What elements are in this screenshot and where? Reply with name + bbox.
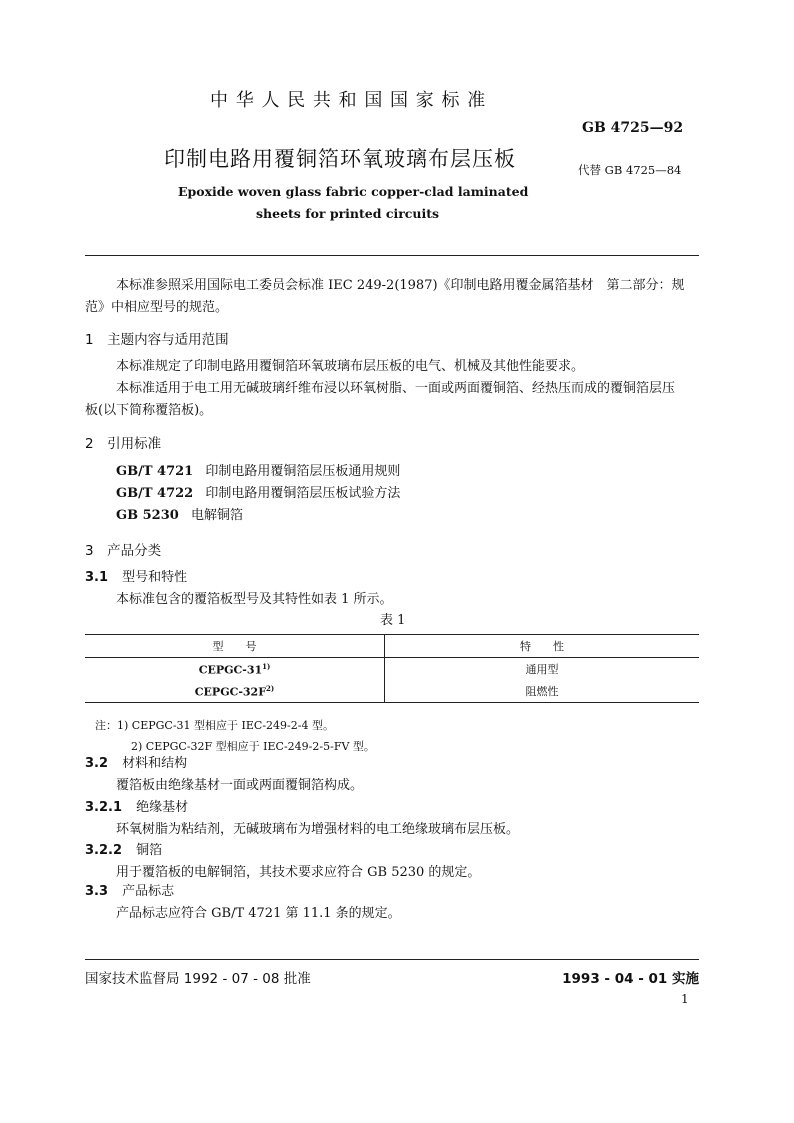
section-1-paragraph-2a: 本标准适用于电工用无碱玻璃纤维布浸以环氧树脂、一面或两面覆铜箔、经热压而成的覆铜箔层压	[116, 381, 676, 396]
intro-line-1: 本标准参照采用国际电工委员会标准 IEC 249-2(1987)《印制电路用覆金属箔基材 第二部分：规	[116, 278, 685, 293]
reference-item	[116, 483, 400, 505]
reference-item	[116, 505, 243, 527]
model-cell	[85, 658, 385, 681]
section-1-paragraph-1: 本标准规定了印制电路用覆铜箔环氧玻璃布层压板的电气、机械及其他性能要求。	[116, 359, 585, 374]
reference-code: GB/T 4721	[116, 464, 194, 479]
section-3-3-text: 产品标志应符合 GB/T 4721 第 11.1 条的规定。	[116, 906, 401, 921]
section-title: 铜箔	[136, 843, 163, 858]
table-note-2: 2) CEPGC-32F 型相应于 IEC-249-2-5-FV 型。	[131, 740, 375, 753]
footnote-marker: 2)	[266, 683, 275, 693]
section-number: 3.2.2	[85, 843, 123, 858]
section-3-heading: 3 产品分类	[85, 543, 162, 559]
section-3-2-1-text: 环氧树脂为粘结剂，无碱玻璃布为增强材料的电工绝缘玻璃布层压板。	[116, 822, 520, 837]
section-3-2-heading	[85, 753, 187, 775]
model-cell	[85, 680, 385, 703]
section-number: 3.2	[85, 756, 109, 771]
page-number: 1	[681, 992, 689, 1006]
product-type-table	[85, 634, 699, 703]
table-row	[85, 658, 699, 681]
reference-code: GB 5230	[116, 508, 179, 523]
document-title: 印制电路用覆铜箔环氧玻璃布层压板	[164, 147, 516, 171]
section-3-1-text: 本标准包含的覆箔板型号及其特性如表 1 所示。	[116, 592, 393, 607]
section-number: 3.3	[85, 884, 109, 899]
table-header-row	[85, 635, 699, 658]
table-note-1: 注：1) CEPGC-31 型相应于 IEC-249-2-4 型。	[95, 719, 334, 732]
property-cell: 阻燃性	[525, 685, 559, 698]
reference-title: 电解铜箔	[190, 508, 243, 523]
section-3-2-text: 覆箔板由绝缘基材一面或两面覆铜箔构成。	[116, 778, 364, 793]
table-caption: 表 1	[380, 613, 406, 628]
footnote-marker: 1)	[262, 661, 271, 671]
reference-title: 印制电路用覆铜箔层压板通用规则	[205, 464, 401, 479]
model-code: CEPGC-32F	[194, 685, 267, 699]
footer-divider	[85, 959, 699, 960]
national-standard-label: 中 华 人 民 共 和 国 国 家 标 准	[210, 90, 487, 111]
section-1-heading: 1 主题内容与适用范围	[85, 332, 229, 348]
section-3-2-2-heading	[85, 840, 162, 862]
column-header-model: 型 号	[85, 635, 385, 658]
section-title: 绝缘基材	[136, 800, 189, 815]
column-header-property: 特 性	[520, 640, 564, 653]
table-row	[85, 680, 699, 703]
approval-date: 国家技术监督局 1992 - 07 - 08 批准	[85, 971, 311, 987]
reference-title: 印制电路用覆铜箔层压板试验方法	[205, 486, 401, 501]
section-title: 产品标志	[122, 884, 175, 899]
section-title: 型号和特性	[122, 570, 188, 585]
section-number: 3.1	[85, 570, 109, 585]
replaces-note: 代替 GB 4725—84	[578, 163, 682, 177]
english-title-line-1: Epoxide woven glass fabric copper-clad laminated	[178, 184, 529, 199]
header-divider	[85, 255, 699, 256]
model-code: CEPGC-31	[198, 663, 263, 677]
intro-line-2: 范》中相应型号的规范。	[85, 300, 229, 315]
property-cell: 通用型	[525, 663, 559, 676]
section-1-paragraph-2b: 板(以下简称覆箔板)。	[85, 403, 213, 418]
english-title-line-2: sheets for printed circuits	[256, 206, 440, 221]
reference-item	[116, 461, 400, 483]
section-3-3-heading	[85, 881, 174, 903]
reference-code: GB/T 4722	[116, 486, 194, 501]
section-3-2-1-heading	[85, 797, 188, 819]
effective-date: 1993 - 04 - 01 实施	[562, 971, 699, 987]
section-title: 材料和结构	[122, 756, 188, 771]
section-number: 3.2.1	[85, 800, 123, 815]
section-3-2-2-text: 用于覆箔板的电解铜箔，其技术要求应符合 GB 5230 的规定。	[116, 865, 481, 880]
standard-number: GB 4725—92	[582, 120, 684, 136]
section-2-heading: 2 引用标准	[85, 436, 162, 452]
section-3-1-heading	[85, 567, 187, 589]
